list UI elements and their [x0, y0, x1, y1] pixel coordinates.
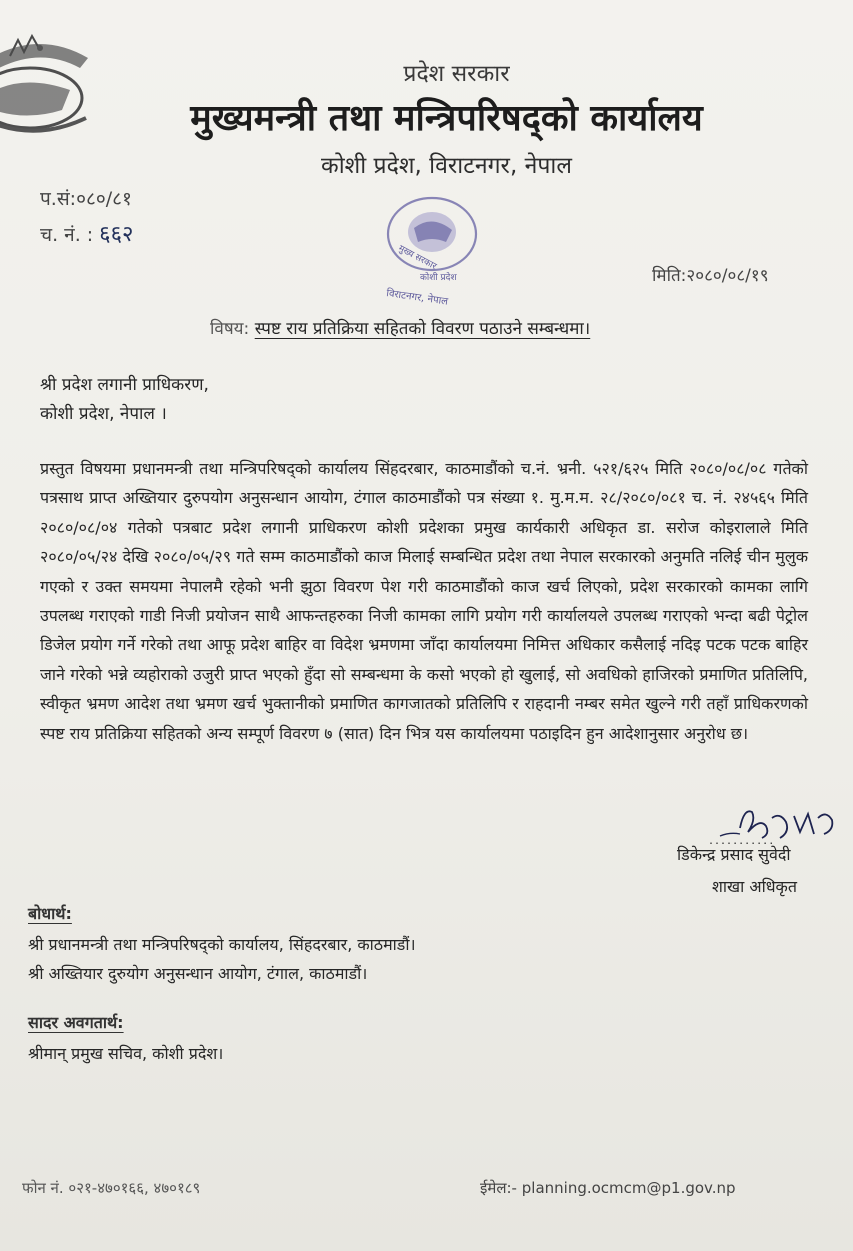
information-recipient: श्री अख्तियार दुरुयोग अनुसन्धान आयोग, टंगाल, काठमाडौं। — [28, 964, 368, 983]
footer-email-label: ईमेल:- — [480, 1179, 517, 1197]
information-title: बोधार्थ: — [28, 904, 72, 923]
office-stamp-icon — [360, 192, 510, 310]
information-recipient: श्री प्रधानमन्त्री तथा मन्त्रिपरिषद्को कार्यालय, सिंहदरबार, काठमाडौं। — [28, 935, 416, 954]
svg-text:...........: ........... — [708, 836, 775, 847]
header-location: कोशी प्रदेश, विराटनगर, नेपाल — [321, 153, 572, 179]
subject-label: विषय: — [210, 319, 250, 339]
cc-recipient: श्रीमान् प्रमुख सचिव, कोशी प्रदेश। — [28, 1044, 224, 1063]
cc-title: सादर अवगतार्थ: — [28, 1013, 124, 1032]
footer-email — [480, 1178, 736, 1198]
stamp-text-3: विराटनगर, नेपाल — [385, 288, 449, 308]
footer-phone: फोन नं. ०२१-४७०१६६, ४७०१८९ — [22, 1179, 201, 1197]
letter-date: मिति:२०८०/०८/१९ — [652, 266, 769, 286]
footer-email-address[interactable]: planning.ocmcm@p1.gov.np — [521, 1179, 736, 1197]
letter-body: प्रस्तुत विषयमा प्रधानमन्त्री तथा मन्त्रिपरिषद्को कार्यालय सिंहदरबार, काठमाडौंको च.नं. भ्रनी. ५२१/६२५ मिति २०८०/०८/०८ गतेको पत्रसाथ प्राप्त अख्तियार दुरुपयोग अनुसन्धान आयोग, टंगाल काठमाडौंको पत्र संख्या १. मु.म.म. २८/२०८०/०८१ च. नं. २४५६५ मिति २०८०/०८/०४ गतेको पत्रबाट प्रदेश लगानी प्राधिकरण कोशी प्रदेशका प्रमुख कार्यकारी अधिकृत डा. सरोज कोइरालाले मिति २०८०/०५/२४ देखि २०८०/०५/२९ गते सम्म काठमाडौंको काज मिलाई सम्बन्धित प्रदेश तथा नेपाल सरकारको अनुमति नलिई चीन मुलुक गएको र उक्त समयमा नेपालमै रहेको भनी झुठा विवरण पेश गरी काठमाडौंको काज खर्च लिएको, प्रदेश सरकारको कामका लागि उपलब्ध गराएको गाडी निजी प्रयोजन साथै आफन्तहरुका निजी कामका लागि प्रयोग गरी कार्यालयले उपलब्ध गराएको भन्दा बढी पेट्रोल डिजेल प्रयोग गर्ने गरेको तथा आफू प्रदेश बाहिर वा विदेश भ्रमणमा जाँदा कार्यालयमा निमित्त अधिकार कसैलाई नदिइ पटक पटक बाहिर जाने गरेको भन्ने व्यहोराको उजुरी प्राप्त भएको हुँदा सो सम्बन्धमा के कसो भएको हो खुलाई, सो अवधिको हाजिरको प्रमाणित प्रतिलिपि, स्वीकृत भ्रमण आदेश तथा भ्रमण खर्च भुक्तानीको प्रमाणित कागजातको प्रतिलिपि र राहदानी नम्बर समेत खुल्ने गरी तहाँ प्राधिकरणको स्पष्ट राय प्रतिक्रिया सहितको अन्य सम्पूर्ण विवरण ७ (सात) दिन भित्र यस कार्यालयमा पठाइदिन हुन आदेशानुसार अनुरोध छ। — [40, 459, 808, 743]
dispatch-number-value: ६६२ — [99, 222, 134, 247]
stamp-text-1: मुख्य सरकार — [396, 243, 438, 273]
subject-line — [210, 316, 590, 339]
dispatch-number — [40, 218, 134, 248]
dispatch-number-label: च. नं. : — [40, 224, 94, 246]
header-state-government: प्रदेश सरकार — [403, 61, 510, 87]
addressee-line-2: कोशी प्रदेश, नेपाल । — [40, 404, 167, 424]
addressee-line-1: श्री प्रदेश लगानी प्राधिकरण, — [40, 375, 209, 395]
header-office-name: मुख्यमन्त्री तथा मन्त्रिपरिषद्को कार्यालय — [190, 98, 703, 139]
signer-name: डिकेन्द्र प्रसाद सुवेदी — [677, 845, 791, 864]
subject-text: स्पष्ट राय प्रतिक्रिया सहितको विवरण पठाउने सम्बन्धमा। — [254, 319, 591, 339]
letter-number: प.सं:०८०/८१ — [40, 188, 132, 210]
stamp-text-2: कोशी प्रदेश — [420, 273, 457, 283]
signer-designation: शाखा अधिकृत — [712, 877, 797, 896]
